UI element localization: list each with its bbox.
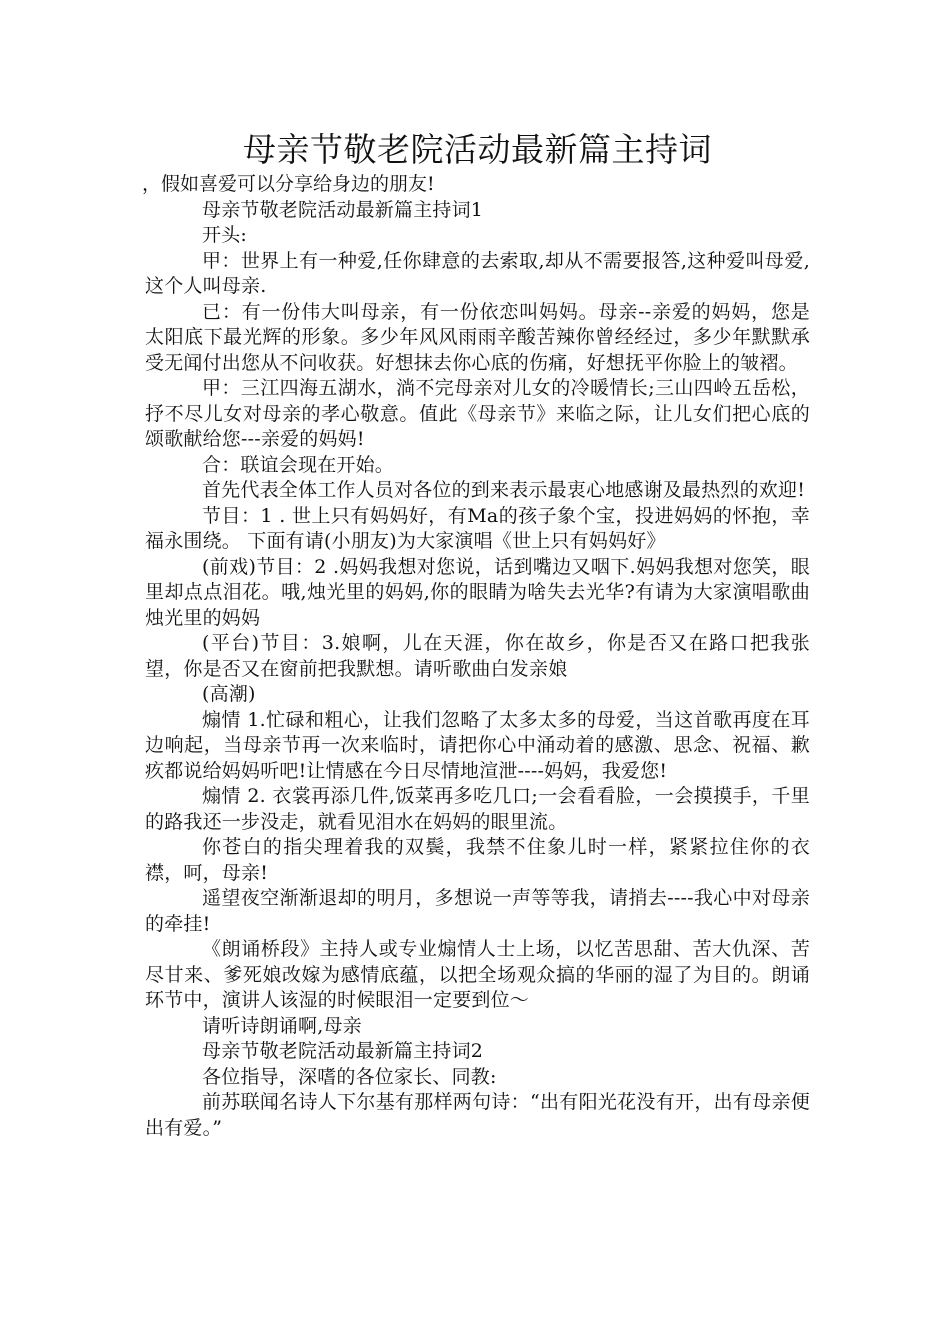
paragraph: (前戏)节目：2 .妈妈我想对您说，话到嘴边又咽下.妈妈我想对您笑，眼里却点点泪花。哦,烛光里的妈妈,你的眼睛为啥失去光华?有请为大家演唱歌曲烛光里的妈妈 (145, 555, 810, 629)
paragraph: 请听诗朗诵啊,母亲 (202, 1014, 362, 1037)
paragraph: 前苏联闻名诗人下尔基有那样两句诗：“出有阳光花没有开，出有母亲便出有爱。” (145, 1091, 810, 1139)
paragraph: 煽情 2. 衣裳再添几件,饭菜再多吃几口;一会看看脸，一会摸摸手，千里的路我还一步没走，就看见泪水在妈妈的眼里流。 (145, 785, 810, 833)
paragraph: (平台)节目：3.娘啊，儿在天涯，你在故乡，你是否又在路口把我张望，你是否又在窗前把我默想。请听歌曲白发亲娘 (145, 632, 810, 680)
document-title: 母亲节敬老院活动最新篇主持词 (243, 130, 712, 169)
paragraph: 母亲节敬老院活动最新篇主持词1 (202, 198, 484, 221)
paragraph: 合：联谊会现在开始。 (202, 453, 395, 476)
paragraph: 各位指导，深嗜的各位家长、同教: (202, 1065, 497, 1088)
paragraph: 《朗诵桥段》主持人或专业煽情人士上场，以忆苦思甜、苦大仇深、苦尽甘来、爹死娘改嫁为感情底蕴，以把全场观众搞的华丽的湿了为目的。朗诵环节中，演讲人该湿的时候眼泪一定要到位～ (145, 938, 810, 1011)
paragraph: 节目：1 . 世上只有妈妈好，有Ma的孩子象个宝，投进妈妈的怀抱，幸福永围绕。 下面有请(小朋友)为大家演唱《世上只有妈妈好》 (145, 504, 810, 552)
paragraph: 已：有一份伟大叫母亲，有一份依恋叫妈妈。母亲--亲爱的妈妈，您是太阳底下最光辉的形象。多少年风风雨雨辛酸苦辣你曾经经过，多少年默默承受无闻付出您从不问收获。好想抹去你心底的伤痛，好想抚平你脸上的皱褶。 (145, 300, 810, 374)
paragraph: 甲：世界上有一种爱,任你肆意的去索取,却从不需要报答,这种爱叫母爱,这个人叫母亲. (145, 249, 810, 297)
paragraph: 甲：三江四海五湖水，淌不完母亲对儿女的冷暖情长;三山四岭五岳松，抒不尽儿女对母亲的孝心敬意。值此《母亲节》来临之际，让儿女们把心底的颂歌献给您---亲爱的妈妈! (145, 377, 810, 450)
paragraph: 首先代表全体工作人员对各位的到来表示最衷心地感谢及最热烈的欢迎! (202, 479, 806, 501)
paragraph: 开头: (202, 224, 248, 246)
paragraph: 母亲节敬老院活动最新篇主持词2 (202, 1040, 484, 1062)
document-page (142, 128, 810, 1141)
paragraph: 煽情 1.忙碌和粗心，让我们忽略了太多太多的母爱，当这首歌再度在耳边响起，当母亲节再一次来临时，请把你心中涌动着的感激、思念、祝福、歉疚都说给妈妈听吧!让情感在今日尽情地渲泄----妈妈，我爱您! (145, 708, 810, 782)
paragraph: (高潮) (202, 683, 256, 705)
lead-line: ，假如喜爱可以分享给身边的朋友! (142, 173, 435, 195)
paragraph: 遥望夜空渐渐退却的明月，多想说一声等等我，请捎去----我心中对母亲的牵挂! (145, 887, 810, 935)
paragraph: 你苍白的指尖理着我的双鬓，我禁不住象儿时一样，紧紧拉住你的衣襟，呵，母亲! (145, 836, 810, 884)
